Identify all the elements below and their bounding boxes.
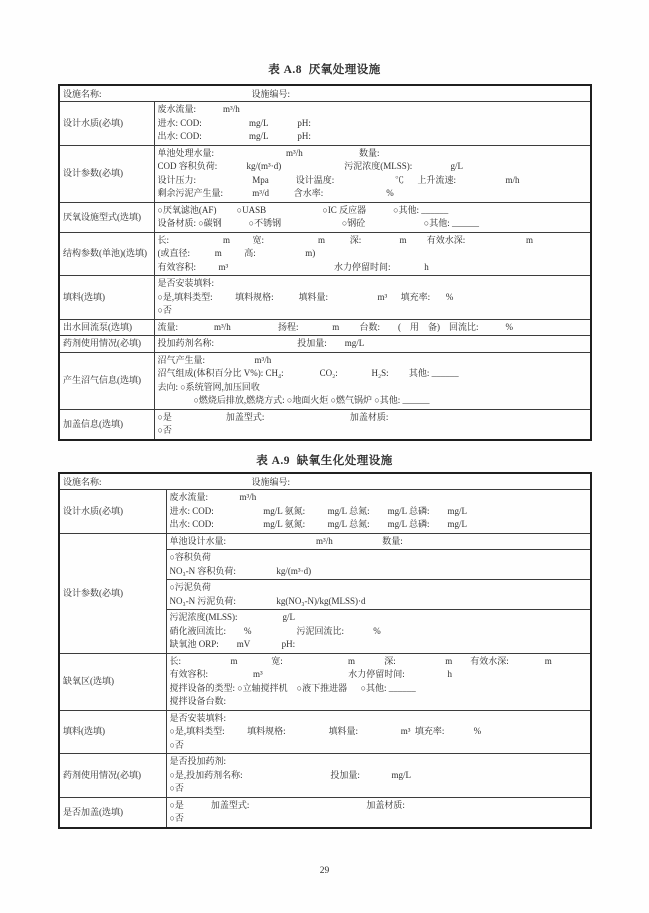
- field-line: 是否安装填料:: [169, 712, 227, 723]
- a9-row-design-params-unit-flow: [59, 533, 591, 550]
- field-line: NO₃-N 容积负荷: kg/(m³·d): [169, 565, 312, 576]
- row-content: [154, 145, 591, 202]
- a8-row-facility-name: [59, 85, 591, 102]
- field-line: 长: m 宽: m 深: m 有效水深: m: [157, 234, 534, 245]
- a9-row-packing: [59, 710, 591, 754]
- table-a9-title: 表 A.9 缺氧生化处理设施: [256, 455, 393, 467]
- row-label: 厌氧设施型式(选填): [59, 202, 154, 232]
- field-line: NO₃-N 污泥负荷: kg(NO₃-N)/kg(MLSS)·d: [169, 595, 366, 606]
- facility-name-label: 设施名称:: [63, 477, 102, 487]
- field-line: 进水: COD: mg/L pH:: [157, 117, 311, 128]
- row-content: [154, 102, 591, 146]
- page-number: 29: [319, 866, 330, 876]
- a9-row-facility-name: [59, 473, 591, 490]
- row-label: 出水回流泵(选填): [59, 319, 154, 336]
- field-line: 污泥浓度(MLSS): g/L: [169, 612, 296, 622]
- row-content: [166, 653, 591, 710]
- a9-row-design-water-quality: [59, 490, 591, 534]
- row-content: [154, 202, 591, 232]
- field-line: 长: m 宽: m 深: m 有效水深: m: [169, 655, 552, 666]
- row-content: [166, 550, 591, 580]
- field-line: 去向: ○系统管网,加压回收: [157, 381, 260, 392]
- field-line: 是否安装填料:: [157, 278, 215, 288]
- a8-row-packing: [59, 276, 591, 320]
- field-line: ○否: [169, 739, 184, 750]
- field-line: 有效容积: m³ 水力停留时间: h: [169, 669, 452, 679]
- field-line: 有效容积: m³ 水力停留时间: h: [157, 261, 429, 272]
- row-content: [166, 580, 591, 610]
- row-label: 设计参数(必填): [59, 533, 166, 653]
- field-line: 进水: COD: mg/L 氨氮: mg/L 总氮: mg/L 总磷: mg/L: [169, 505, 467, 516]
- row-content: [154, 276, 591, 320]
- a9-row-chemical-usage: [59, 754, 591, 798]
- row-content: [166, 610, 591, 654]
- field-line: ○是 加盖型式: 加盖材质:: [157, 411, 389, 422]
- row-content: [166, 754, 591, 798]
- row-content: [154, 352, 591, 409]
- field-line: 流量: m³/h 扬程: m 台数: ( 用 备) 回流比: %: [157, 321, 513, 332]
- row-label: 设计水质(必填): [59, 102, 154, 146]
- field-line: 单池处理水量: m³/h 数量:: [157, 147, 380, 158]
- field-line: 沼气组成(体积百分比 V%): CH₄: CO₂: H₂S: 其他: ______: [157, 368, 459, 378]
- table-a8: [58, 84, 592, 441]
- field-line: 是否投加药剂:: [169, 756, 227, 766]
- row-label: 药剂使用情况(必填): [59, 336, 154, 353]
- field-line: 设备材质: ○碳钢 ○不锈钢 ○钢砼 ○其他: ______: [157, 218, 479, 228]
- a8-row-structure-params: [59, 232, 591, 276]
- a9-facility-header-cell: [59, 473, 591, 490]
- field-line: ○否: [169, 813, 184, 823]
- field-line: ○否: [157, 425, 172, 435]
- row-label: 缺氧区(选填): [59, 653, 166, 710]
- a8-facility-header-cell: [59, 85, 591, 102]
- field-line: 单池设计水量: m³/h 数量:: [169, 535, 403, 546]
- field-line: 缺氧池 ORP: mV pH:: [169, 639, 296, 649]
- a8-row-cover-info: [59, 409, 591, 440]
- row-content: [166, 533, 591, 550]
- table-a8-title: 表 A.8 厌氧处理设施: [268, 64, 381, 76]
- a8-row-biogas-info: [59, 352, 591, 409]
- row-label: 是否加盖(选填): [59, 797, 166, 828]
- row-label: 结构参数(单池)(选填): [59, 232, 154, 276]
- a8-row-chemical-usage: [59, 336, 591, 353]
- a8-row-effluent-return-pump: [59, 319, 591, 336]
- row-label: 设计参数(必填): [59, 145, 154, 202]
- field-line: ○容积负荷: [169, 552, 211, 562]
- field-line: 出水: COD: mg/L pH:: [157, 131, 311, 141]
- row-content: [154, 232, 591, 276]
- a8-row-facility-type: [59, 202, 591, 232]
- field-line: 出水: COD: mg/L 氨氮: mg/L 总氮: mg/L 总磷: mg/L: [169, 519, 467, 529]
- field-line: COD 容积负荷: kg/(m³·d) 污泥浓度(MLSS): g/L: [157, 161, 463, 171]
- facility-code-label: 设施编号:: [251, 477, 291, 487]
- field-line: ○是 加盖型式: 加盖材质:: [169, 799, 405, 810]
- field-line: (或直径: m 高: m): [157, 248, 316, 258]
- row-content: [166, 490, 591, 534]
- field-line: 设计压力: Mpa 设计温度: ℃ 上升流速: m/h: [157, 174, 520, 185]
- row-content: [166, 797, 591, 828]
- row-content: [154, 319, 591, 336]
- a8-row-design-params: [59, 145, 591, 202]
- a9-row-cover: [59, 797, 591, 828]
- row-content: [166, 710, 591, 754]
- row-label: 产生沼气信息(选填): [59, 352, 154, 409]
- row-label: 药剂使用情况(必填): [59, 754, 166, 798]
- row-content: [154, 409, 591, 440]
- field-line: 硝化液回流比: % 污泥回流比: %: [169, 625, 381, 636]
- field-line: 废水流量: m³/h: [169, 492, 257, 502]
- field-line: 剩余污泥产生量: m³/d 含水率: %: [157, 188, 394, 198]
- a9-row-anoxic-zone: [59, 653, 591, 710]
- field-line: ○否: [169, 783, 184, 793]
- field-line: 投加药剂名称: 投加量: mg/L: [157, 338, 365, 348]
- a8-row-design-water-quality: [59, 102, 591, 146]
- row-label: 填料(选填): [59, 276, 154, 320]
- facility-name-label: 设施名称:: [63, 89, 102, 99]
- row-label: 设计水质(必填): [59, 490, 166, 534]
- field-line: ○是,填料类型: 填料规格: 填料量: m³ 填充率: %: [169, 726, 482, 736]
- field-line: ○污泥负荷: [169, 582, 211, 592]
- row-content: [154, 336, 591, 353]
- row-label: 加盖信息(选填): [59, 409, 154, 440]
- row-label: 填料(选填): [59, 710, 166, 754]
- facility-code-label: 设施编号:: [251, 89, 291, 99]
- field-line: ○燃烧后排放,燃烧方式: ○地面火炬 ○燃气锅炉 ○其他: ______: [157, 395, 430, 405]
- table-a9: [58, 472, 592, 829]
- field-line: ○是,填料类型: 填料规格: 填料量: m³ 填充率: %: [157, 291, 454, 302]
- field-line: ○厌氧滤池(AF) ○UASB ○IC 反应器 ○其他: ______: [157, 204, 449, 215]
- field-line: 废水流量: m³/h: [157, 104, 240, 114]
- field-line: 搅拌设备的类型: ○立轴搅拌机 ○液下推进器 ○其他: ______: [169, 682, 416, 693]
- field-line: 搅拌设备台数:: [169, 696, 227, 706]
- field-line: ○是,投加药剂名称: 投加量: mg/L: [169, 769, 411, 780]
- field-line: 沼气产生量: m³/h: [157, 354, 272, 365]
- field-line: ○否: [157, 305, 172, 315]
